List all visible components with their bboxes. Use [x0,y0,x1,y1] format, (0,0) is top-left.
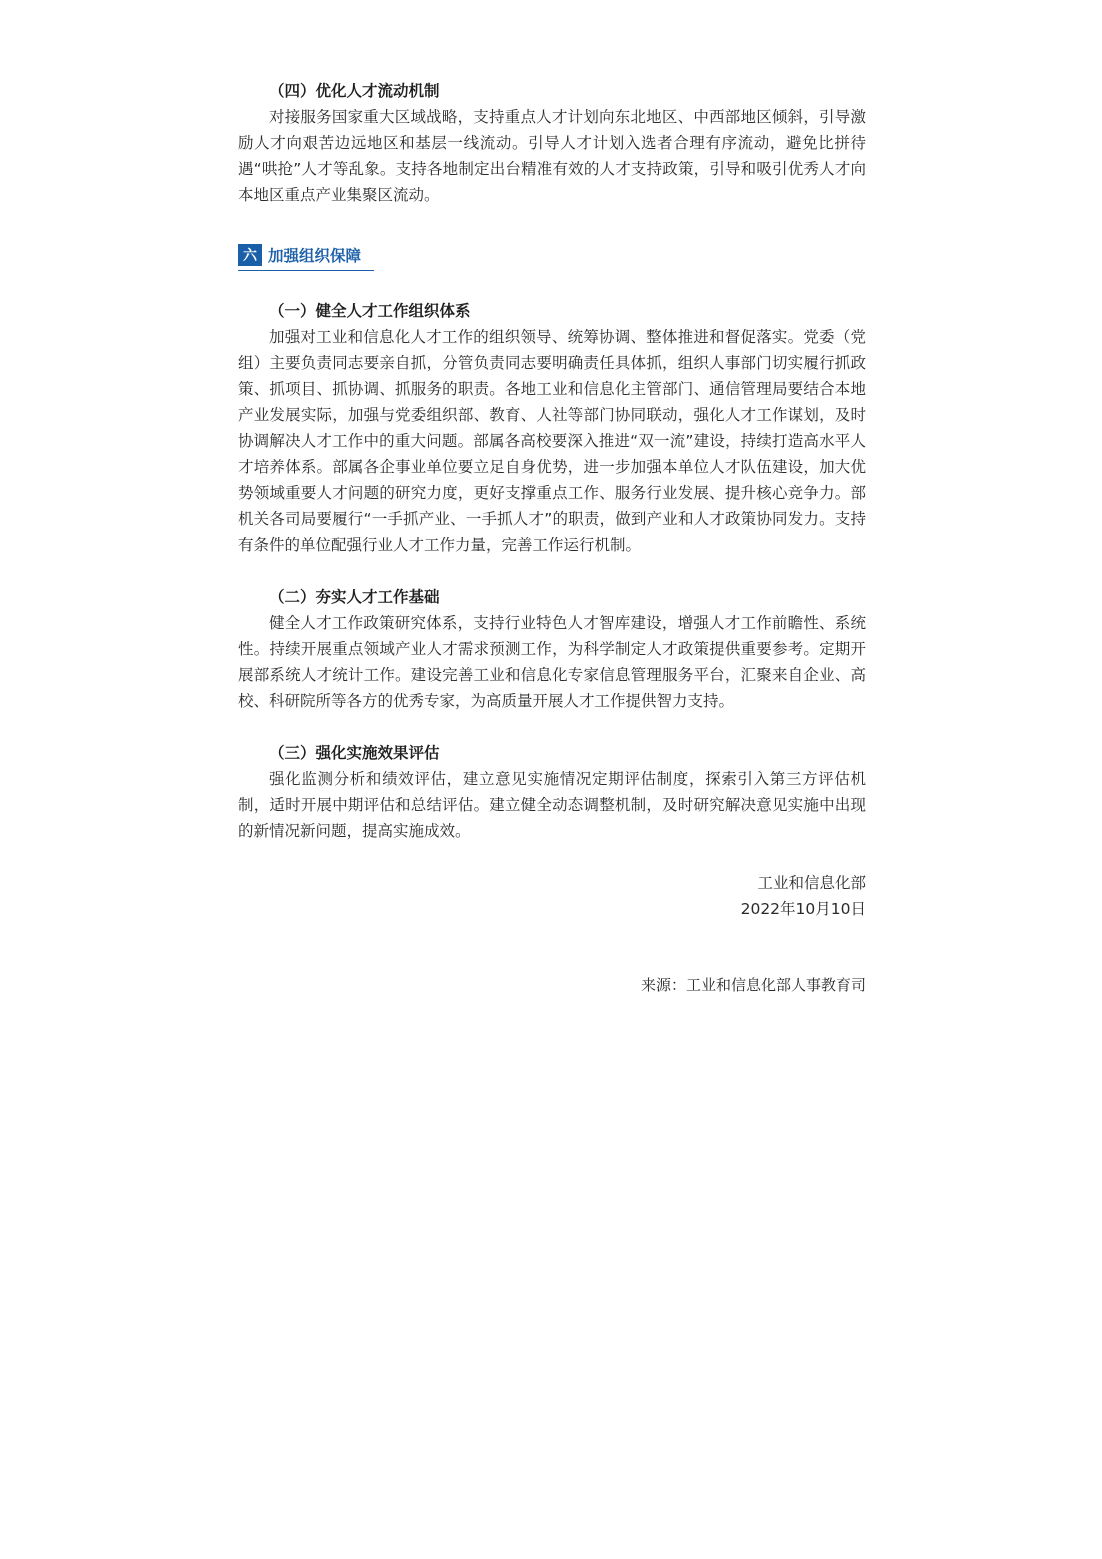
subsection-body: 强化监测分析和绩效评估，建立意见实施情况定期评估制度，探索引入第三方评估机制，适时开展中期评估和总结评估。建立健全动态调整机制，及时研究解决意见实施中出现的新情况新问题，提高实施成效。 [238,770,866,840]
section-title: 加强组织保障 [268,247,362,265]
subsection-heading: （二）夯实人才工作基础 [269,588,440,606]
subsection-body: 加强对工业和信息化人才工作的组织领导、统筹协调、整体推进和督促落实。党委（党组）主要负责同志要亲自抓，分管负责同志要明确责任具体抓，组织人事部门切实履行抓政策、抓项目、抓协调、抓服务的职责。各地工业和信息化主管部门、通信管理局要结合本地产业发展实际，加强与党委组织部、教育、人社等部门协同联动，强化人才工作谋划，及时协调解决人才工作中的重大问题。部属各高校要深入推进“双一流”建设，持续打造高水平人才培养体系。部属各企事业单位要立足自身优势，进一步加强本单位人才队伍建设，加大优势领域重要人才问题的研究力度，更好支撑重点工作、服务行业发展、提升核心竞争力。部机关各司局要履行“一手抓产业、一手抓人才”的职责，做到产业和人才政策协同发力。支持有条件的单位配强行业人才工作力量，完善工作运行机制。 [238,328,866,554]
section-number-badge: 六 [238,244,262,266]
subsection-body: 健全人才工作政策研究体系，支持行业特色人才智库建设，增强人才工作前瞻性、系统性。持续开展重点领域产业人才需求预测工作，为科学制定人才政策提供重要参考。定期开展部系统人才统计工作。建设完善工业和信息化专家信息管理服务平台，汇聚来自企业、高校、科研院所等各方的优秀专家，为高质量开展人才工作提供智力支持。 [238,614,866,710]
signature-org: 工业和信息化部 [757,874,866,892]
section-header [238,242,374,268]
subsection-heading: （一）健全人才工作组织体系 [269,302,471,320]
subsection-heading: （四）优化人才流动机制 [269,82,440,100]
signature-date: 2022年10月10日 [740,900,866,918]
signature-block [238,870,866,922]
subsection-3 [238,740,866,844]
source-note: 来源：工业和信息化部人事教育司 [640,976,866,994]
subsection-body: 对接服务国家重大区域战略，支持重点人才计划向东北地区、中西部地区倾斜，引导激励人才向艰苦边远地区和基层一线流动。引导人才计划入选者合理有序流动，避免比拼待遇“哄抢”人才等乱象。支持各地制定出台精准有效的人才支持政策，引导和吸引优秀人才向本地区重点产业集聚区流动。 [238,108,866,204]
subsection-1 [238,298,866,558]
subsection-2 [238,584,866,714]
section-four [238,78,866,208]
subsection-heading: （三）强化实施效果评估 [269,744,440,762]
document-page [238,78,866,1013]
section-underline [238,270,374,271]
